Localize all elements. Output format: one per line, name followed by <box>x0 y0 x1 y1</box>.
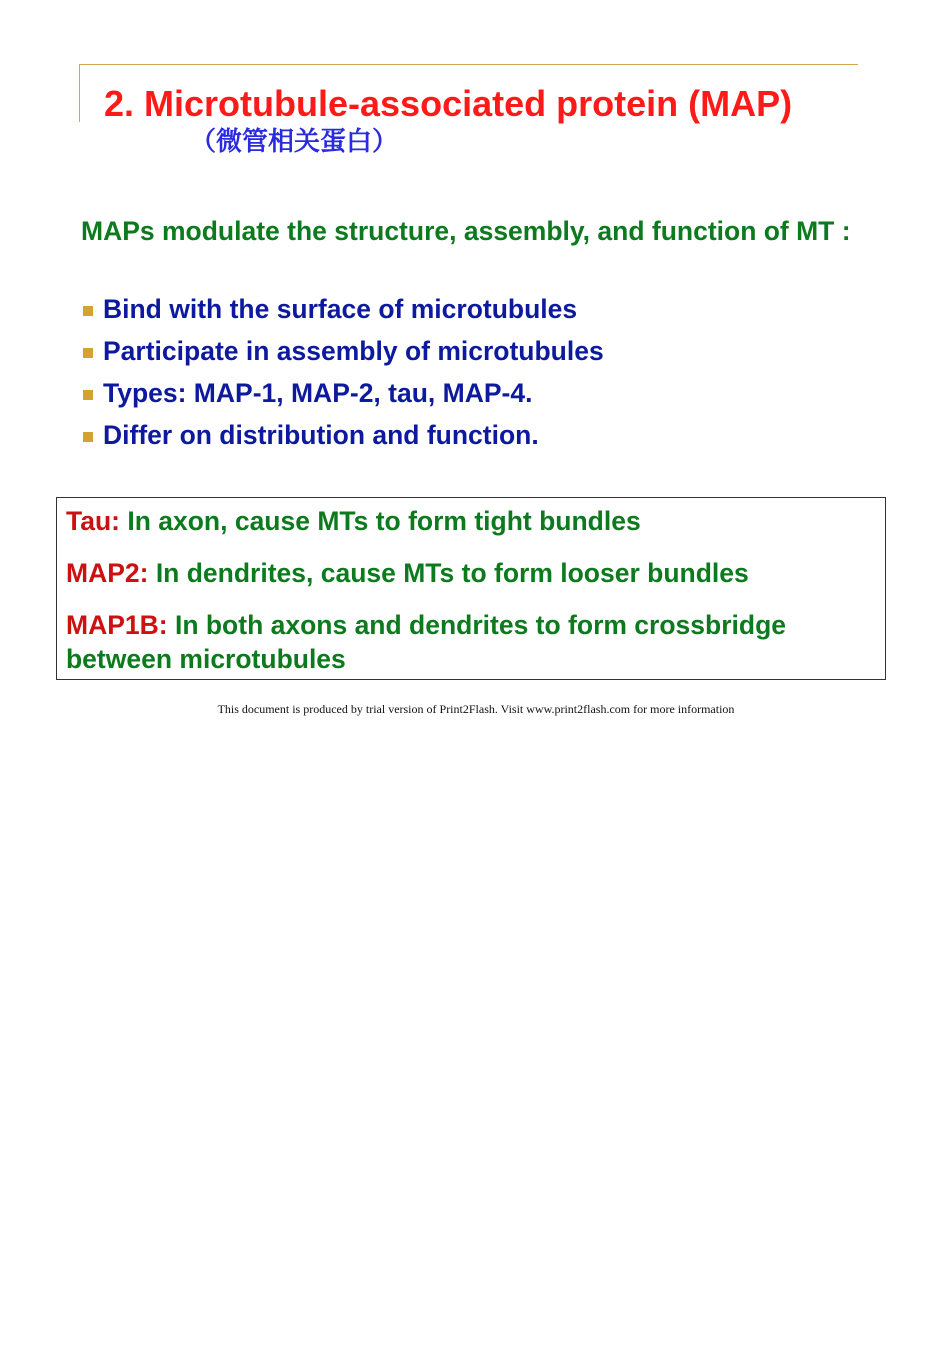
map-entry-name: Tau: <box>66 506 120 536</box>
slide-frame-left-line <box>79 64 80 122</box>
square-bullet-icon <box>83 390 93 400</box>
slide-frame-top-line <box>79 64 858 65</box>
map-entry-map1b <box>66 608 878 676</box>
map-entry-name: MAP2: <box>66 558 149 588</box>
bullet-text: Types: MAP-1, MAP-2, tau, MAP-4. <box>103 378 533 408</box>
map-entry-tau <box>66 504 878 538</box>
bullet-text: Participate in assembly of microtubules <box>103 336 604 366</box>
map-entry-map2 <box>66 556 878 590</box>
trial-version-notice: This document is produced by trial version of Print2Flash. Visit www.print2flash.com for more information <box>217 702 735 716</box>
map-types-box <box>56 497 886 680</box>
slide-title: 2. Microtubule-associated protein (MAP) <box>104 83 793 124</box>
bullet-text: Bind with the surface of microtubules <box>103 294 578 324</box>
slide-subtitle: （微管相关蛋白） <box>190 127 399 157</box>
square-bullet-icon <box>83 306 93 316</box>
square-bullet-icon <box>83 432 93 442</box>
map-entry-name: MAP1B: <box>66 610 168 640</box>
square-bullet-icon <box>83 348 93 358</box>
intro-paragraph: MAPs modulate the structure, assembly, and function of MT : <box>81 216 851 246</box>
map-entry-description: In axon, cause MTs to form tight bundles <box>119 506 641 536</box>
bullet-text: Differ on distribution and function. <box>103 420 539 450</box>
map-entry-description: In both axons and dendrites to form crossbridge between microtubules <box>66 610 786 674</box>
map-entry-description: In dendrites, cause MTs to form looser bundles <box>148 558 749 588</box>
